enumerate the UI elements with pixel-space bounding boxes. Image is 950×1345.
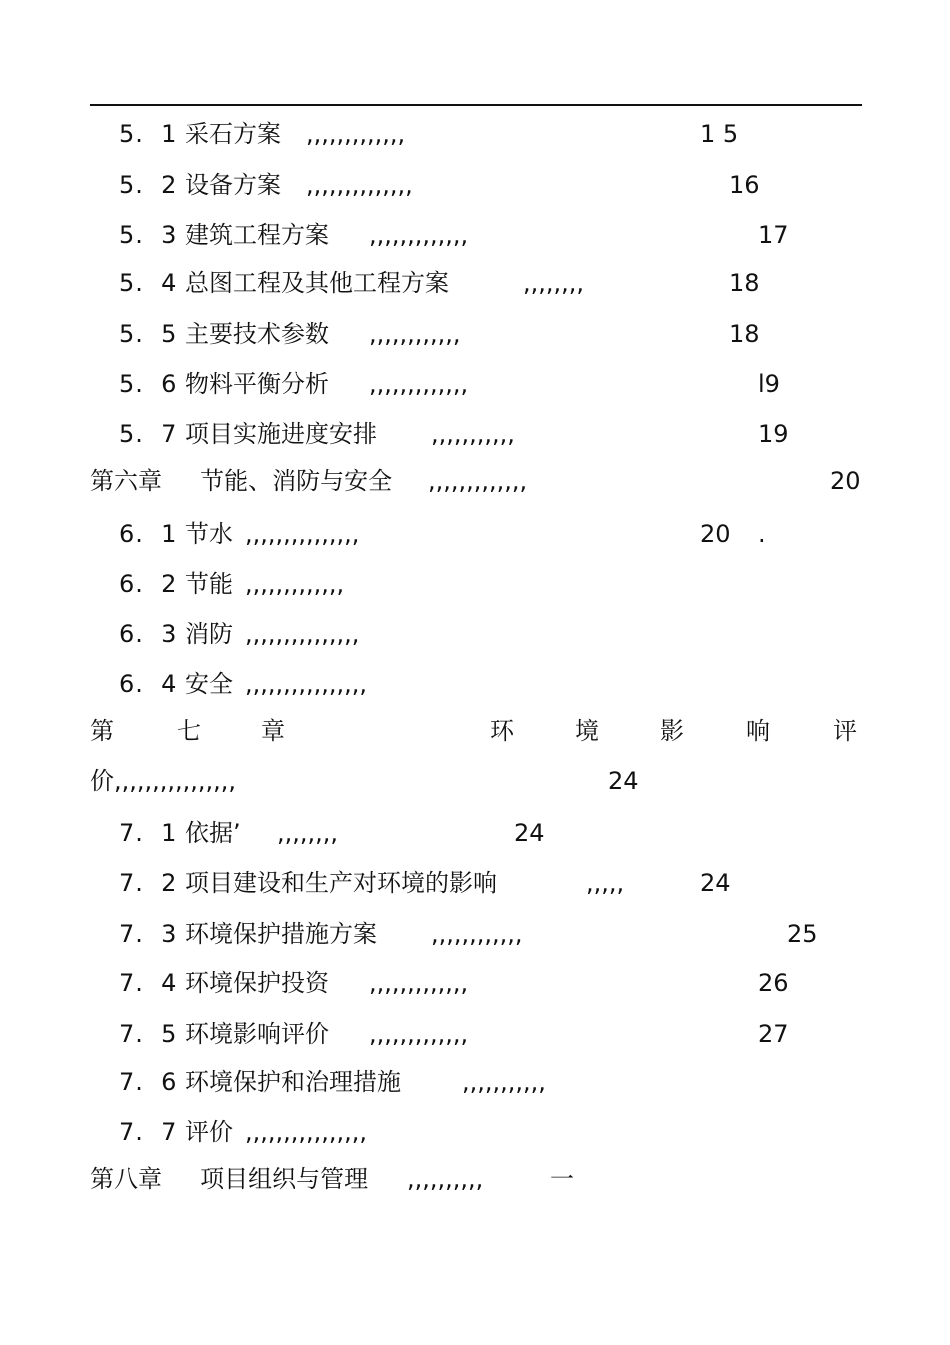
- toc-title: 采石方案: [185, 120, 281, 148]
- toc-leader: ,,,,,,,,,,,,,: [306, 120, 406, 148]
- toc-page: 20: [830, 467, 861, 495]
- toc-num: 5. 2: [119, 171, 178, 199]
- toc-leader: ,,,,,,,,,,,,: [431, 920, 523, 948]
- toc-num: 5. 3: [119, 221, 178, 249]
- toc-leader: ,,,,,,,,,,,: [431, 420, 515, 448]
- toc-leader: ,,,,,,,,,,,,,,,,: [245, 670, 368, 698]
- header-rule: [90, 104, 862, 106]
- chapter-title-char: 七: [177, 717, 201, 745]
- toc-num: 5. 6: [119, 370, 178, 398]
- toc-num: 5. 7: [119, 420, 178, 448]
- toc-title: 建筑工程方案: [185, 221, 329, 249]
- toc-leader: ,,,,,,,,,,: [407, 1165, 484, 1193]
- toc-num: 6. 4: [119, 670, 178, 698]
- chapter-title: 第六章 节能、消防与安全: [90, 467, 393, 495]
- chapter-title-char: 影: [660, 717, 684, 745]
- toc-leader: ,,,,,,,,,,,,: [369, 320, 461, 348]
- toc-num: 7. 3: [119, 920, 178, 948]
- toc-leader: ,,,,,,,,,,,,,: [369, 969, 469, 997]
- toc-num: 7. 1: [119, 819, 178, 847]
- toc-leader: ,,,,,,,,,,,,,: [369, 221, 469, 249]
- chapter-title-char: 评: [833, 717, 857, 745]
- toc-title: 环境保护措施方案: [185, 920, 377, 948]
- toc-leader: ,,,,,,,,: [523, 269, 585, 297]
- toc-title: 物料平衡分析: [185, 370, 329, 398]
- toc-page: 19: [758, 420, 789, 448]
- toc-num: 5. 4: [119, 269, 178, 297]
- chapter-title-cont: 价,,,,,,,,,,,,,,,,: [90, 767, 237, 795]
- toc-page: 26: [758, 969, 789, 997]
- toc-page: 24: [514, 819, 545, 847]
- toc-page: 27: [758, 1020, 789, 1048]
- chapter-title-char: 第: [90, 717, 114, 745]
- toc-page: 20: [700, 520, 731, 548]
- toc-page: 18: [729, 269, 760, 297]
- toc-page: 25: [787, 920, 818, 948]
- toc-title: 主要技术参数: [185, 320, 329, 348]
- chapter-title-char: 境: [575, 717, 599, 745]
- toc-page: 一: [550, 1165, 574, 1193]
- toc-num: 7. 2: [119, 869, 178, 897]
- toc-title: 依据’: [185, 819, 241, 847]
- toc-title: 消防: [185, 620, 233, 648]
- toc-leader: ,,,,,,,,,,,,,: [428, 467, 528, 495]
- chapter-title: 第八章 项目组织与管理: [90, 1165, 369, 1193]
- toc-page: l9: [758, 370, 780, 398]
- toc-title: 总图工程及其他工程方案: [185, 269, 449, 297]
- toc-num: 7. 7: [119, 1118, 178, 1146]
- chapter-title-char: 章: [261, 717, 285, 745]
- toc-page: 16: [729, 171, 760, 199]
- toc-num: 6. 3: [119, 620, 178, 648]
- toc-leader: ,,,,,,,,,,,,,,,: [245, 520, 360, 548]
- toc-num: 5. 5: [119, 320, 178, 348]
- toc-leader: ,,,,,,,,,,,,,,,,: [245, 1118, 368, 1146]
- toc-leader: ,,,,,,,,,,,,,,: [306, 171, 413, 199]
- toc-title: 环境保护和治理措施: [185, 1068, 401, 1096]
- toc-page: 24: [700, 869, 731, 897]
- toc-page: 1 5: [700, 120, 739, 148]
- toc-num: 7. 6: [119, 1068, 178, 1096]
- toc-leader: ,,,,,,,,,,,,,,,: [245, 620, 360, 648]
- toc-num: 7. 4: [119, 969, 178, 997]
- toc-title: 安全: [185, 670, 233, 698]
- toc-leader: ,,,,,,,,: [277, 819, 339, 847]
- toc-num: 6. 2: [119, 570, 178, 598]
- toc-page: 24: [608, 767, 639, 795]
- toc-title: 节水: [185, 520, 233, 548]
- toc-title: 评价: [185, 1118, 233, 1146]
- chapter-title-char: 环: [490, 717, 514, 745]
- toc-num: 6. 1: [119, 520, 178, 548]
- toc-title: 环境影响评价: [185, 1020, 329, 1048]
- chapter-title-char: 响: [746, 717, 770, 745]
- toc-leader: ,,,,,,,,,,,,,: [245, 570, 345, 598]
- toc-leader: ,,,,,,,,,,,: [462, 1068, 546, 1096]
- toc-num: 7. 5: [119, 1020, 178, 1048]
- toc-title: 节能: [185, 570, 233, 598]
- toc-leader: ,,,,,: [586, 869, 625, 897]
- toc-page: 18: [729, 320, 760, 348]
- toc-leader: ,,,,,,,,,,,,,: [369, 370, 469, 398]
- toc-leader: ,,,,,,,,,,,,,: [369, 1020, 469, 1048]
- toc-title: 项目实施进度安排: [185, 420, 377, 448]
- toc-page: 17: [758, 221, 789, 249]
- toc-title: 环境保护投资: [185, 969, 329, 997]
- stray-mark: .: [758, 520, 766, 548]
- toc-title: 设备方案: [185, 171, 281, 199]
- toc-num: 5. 1: [119, 120, 178, 148]
- toc-title: 项目建设和生产对环境的影响: [185, 869, 497, 897]
